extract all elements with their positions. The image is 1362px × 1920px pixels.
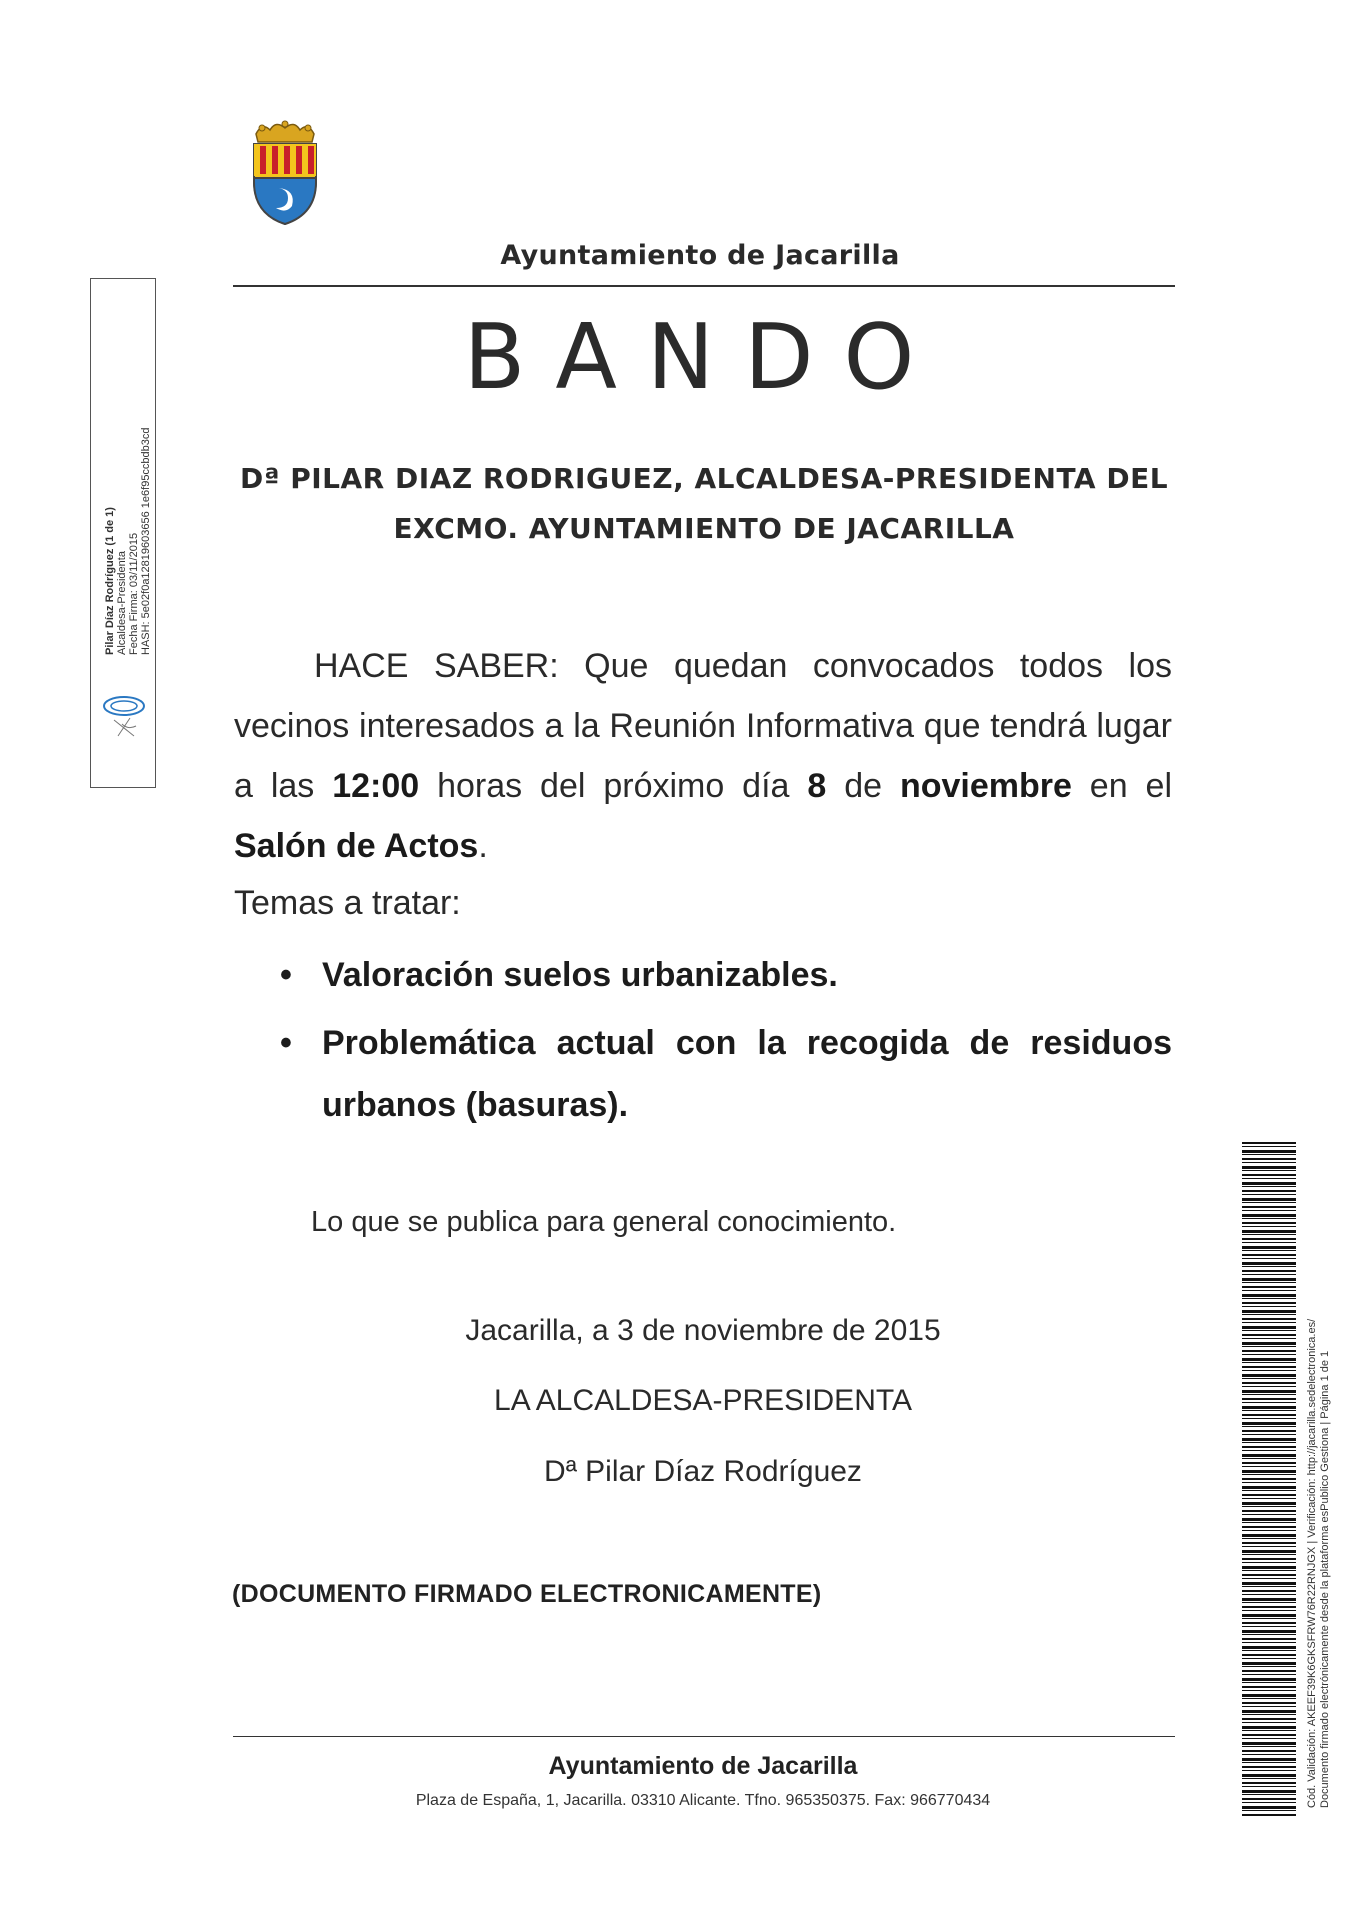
topics-label: Temas a tratar:: [234, 884, 461, 922]
municipal-crest-icon: [246, 118, 324, 228]
topics-list: [280, 944, 1172, 1136]
document-type-title: BANDO: [463, 305, 945, 410]
footer-rule: [233, 1736, 1175, 1737]
signer-role: LA ALCALDESA-PRESIDENTA: [494, 1384, 912, 1417]
meeting-day: 8: [807, 767, 827, 805]
publish-line: Lo que se publica para general conocimiento.: [311, 1206, 897, 1238]
footer-title: Ayuntamiento de Jacarilla: [548, 1752, 858, 1780]
signer-name: Dª Pilar Díaz Rodríguez: [544, 1455, 862, 1488]
announcement-paragraph: HACE SABER: Que quedan convocados todos los vecinos interesados a la Reunión Informativa que tendrá lugar a las 12:00 horas del próximo día 8 de noviembre en el Salón de Actos.: [234, 647, 1172, 865]
footer-address: Plaza de España, 1, Jacarilla. 03310 Alicante. Tfno. 965350375. Fax: 966770434: [415, 1792, 991, 1809]
validation-barcode: [1242, 1142, 1296, 1816]
signature-stamp-icon: [100, 690, 148, 740]
validation-text: Cód. Validación: AKEEF39K6GKSFRW76R22RNJGX | Verificación: http://jacarilla.sedelectronica.es/ Documento firmado electrónicamente desde la plataforma esPublico Gestiona | Página 1 de 1: [1306, 1318, 1331, 1808]
signature-details: Pilar Díaz Rodríguez (1 de 1) Alcaldesa-Presidenta Fecha Firma: 03/11/2015 HASH: 5e02f0a12819603656 1e6f95ccbdb3cd: [104, 427, 152, 655]
meeting-place: Salón de Actos: [234, 827, 479, 865]
date-line: Jacarilla, a 3 de noviembre de 2015: [465, 1314, 941, 1347]
meeting-time: 12:00: [332, 767, 420, 805]
meeting-month: noviembre: [899, 767, 1072, 805]
list-item: • Problemática actual con la recogida de residuos urbanos (basuras).: [280, 1012, 1172, 1136]
list-item: • Valoración suelos urbanizables.: [280, 944, 1172, 1006]
issuer-line-1: Dª PILAR DIAZ RODRIGUEZ, ALCALDESA-PRESIDENTA DEL: [239, 462, 1169, 495]
electronic-signature-note: (DOCUMENTO FIRMADO ELECTRONICAMENTE): [232, 1580, 822, 1608]
issuer-line-2: EXCMO. AYUNTAMIENTO DE JACARILLA: [393, 512, 1015, 545]
header-title: Ayuntamiento de Jacarilla: [500, 240, 900, 271]
header-rule: [233, 285, 1175, 287]
